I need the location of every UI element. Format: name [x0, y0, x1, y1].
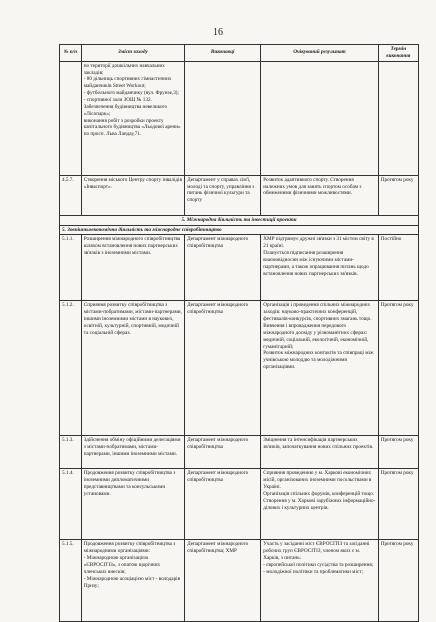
header-num: № п/п — [60, 45, 82, 62]
cell-num: 5.1.2. — [60, 301, 82, 436]
section-title: 5. Міжнародна діяльність та інвестиції проекти — [60, 215, 419, 225]
header-executors: Виконавці — [185, 45, 261, 62]
cell-num: 5.1.1. — [60, 235, 82, 301]
section-row — [60, 215, 419, 225]
cell-content: Створення міського Центру спорту інвалідів «Інваспорт». — [81, 175, 184, 215]
cell-content: Здійснення обміну офіційними делегаціями з містами-побратимами, містами-партнерами, іншими іноземними містами. — [81, 436, 184, 469]
measures-table — [59, 44, 419, 622]
subsection-title: 5. Зовнішньоекономічна діяльність та міжнародне співробітництво — [60, 225, 419, 235]
table-row — [60, 469, 419, 540]
cell-num: 5.1.3. — [60, 436, 82, 469]
cell-term: Протягом року — [378, 175, 418, 215]
cell-result — [261, 61, 378, 175]
table-row — [60, 436, 419, 469]
table-row — [60, 540, 419, 622]
table-row — [60, 301, 419, 436]
table-row — [60, 235, 419, 301]
cell-term: Протягом року — [378, 540, 418, 622]
cell-result: Участь у засіданні міст ЄВРОСІТІЗ та засіданні робочих груп ЄВРОСІТІЗ, членом яких є м. Харків, з питань: - європейської політики сусідства та розширення; - молодіжної політики та проблематики міст; — [261, 540, 378, 622]
table-header-row — [60, 45, 419, 62]
cell-executors: Департамент міжнародного співробітництва; ХМР — [185, 540, 261, 622]
cell-executors: Департамент міжнародного співробітництва — [185, 301, 261, 436]
cell-content: Продовження розвитку співробітництва з іноземними дипломатичними представництвами та консульськими установами. — [81, 469, 184, 540]
subsection-row — [60, 225, 419, 235]
cell-content: Продовження розвитку співробітництва з міжнародними організаціями: - Міжнародною організацією «ЄВРОСІТІЗ», з опатою щорічних членських внесків; - Міжнародною асоціацією міст - володарів Призу; — [81, 540, 184, 622]
cell-executors — [185, 61, 261, 175]
cell-num: 5.1.5. — [60, 540, 82, 622]
cell-num: 5.1.4. — [60, 469, 82, 540]
cell-content: Сприяння розвитку співробітництва з містами-побратимами, містами-партнерами, іншими іноземними містами в наукових, освітній, культурній, спортивній, медичній та соціальній сферах. — [81, 301, 184, 436]
page-number: 16 — [213, 27, 223, 38]
cell-result: ХМР підтримує дружні зв'язки з 31 містом світу в 21 країні. Планується підписання розширення взаємовідносин між існуючими містами-партнерами, а також опрацювання питань щодо встановлення нових партнерських зв'язків. — [261, 235, 378, 301]
cell-result: Сприяння проведенню у м. Харкові економічних місій, організованих іноземними посольствами в Україні. Організація спільних форумів, конференцій тощо. Створення у м. Харкові зарубіжних інформаційно-ділових і культурних центрів. — [261, 469, 378, 540]
cell-content: по території дошкільних навчальних закладів; - 80 дільниць спортивних гімнастичних майданчиків Street Workout; - футбольного майданчику (вул. Фрунзе,3); - спортивної зали ЗОШ № 132. Забезпечення будівництва невеликого «Лісопарк»; виконання робіт з розробки проекту капітального будівництва «Льодової арени» по просп. Льва Ландау,71. — [81, 61, 184, 175]
cell-term: Постійно — [378, 235, 418, 301]
cell-result: Організація і проведення спільних міжнародних заходів: науково-практичних конференцій, фестивалів-конкурсів, спортивних змагань тощо. Вивчення і впровадження передового міжнародного досвіду у різноманітних сферах: медичній, соціальній, екологічній, економічній, гуманітарній; Розвиток міжнародних контактів та співпраці між учнівською молоддю та молодіжними організаціями. — [261, 301, 378, 436]
cell-term: Протягом року — [378, 301, 418, 436]
cell-result: Розвиток адаптивного спорту. Створення належних умов для занять спортом особам з обмеженими фізичними можливостями. — [261, 175, 378, 215]
cell-term: Протягом року — [378, 436, 418, 469]
cell-num — [60, 61, 82, 175]
header-content: Зміст заходу — [81, 45, 184, 62]
header-term: Термін виконання — [378, 45, 418, 62]
cell-content: Розширення міжнародного співробітництва шляхом встановлення нових партнерських зв'язків з іноземними містами. — [81, 235, 184, 301]
cell-executors: Департамент міжнародного співробітництва — [185, 235, 261, 301]
cell-executors: Департамент міжнародного співробітництва — [185, 436, 261, 469]
cell-term — [378, 61, 418, 175]
cell-result: Зміцнення та інтенсифікація партнерських зв'язків, започаткування нових спільних проектів. — [261, 436, 378, 469]
cell-term: Протягом року — [378, 469, 418, 540]
header-result: Очікуваний результат — [261, 45, 378, 62]
cell-num: 4.5.7. — [60, 175, 82, 215]
cell-executors: Департамент міжнародного співробітництва — [185, 469, 261, 540]
table-row — [60, 175, 419, 215]
cell-executors: Департамент у справах сім'ї, молоді та спорту, управління з питань фізичної культури та спорту — [185, 175, 261, 215]
table-row — [60, 61, 419, 175]
